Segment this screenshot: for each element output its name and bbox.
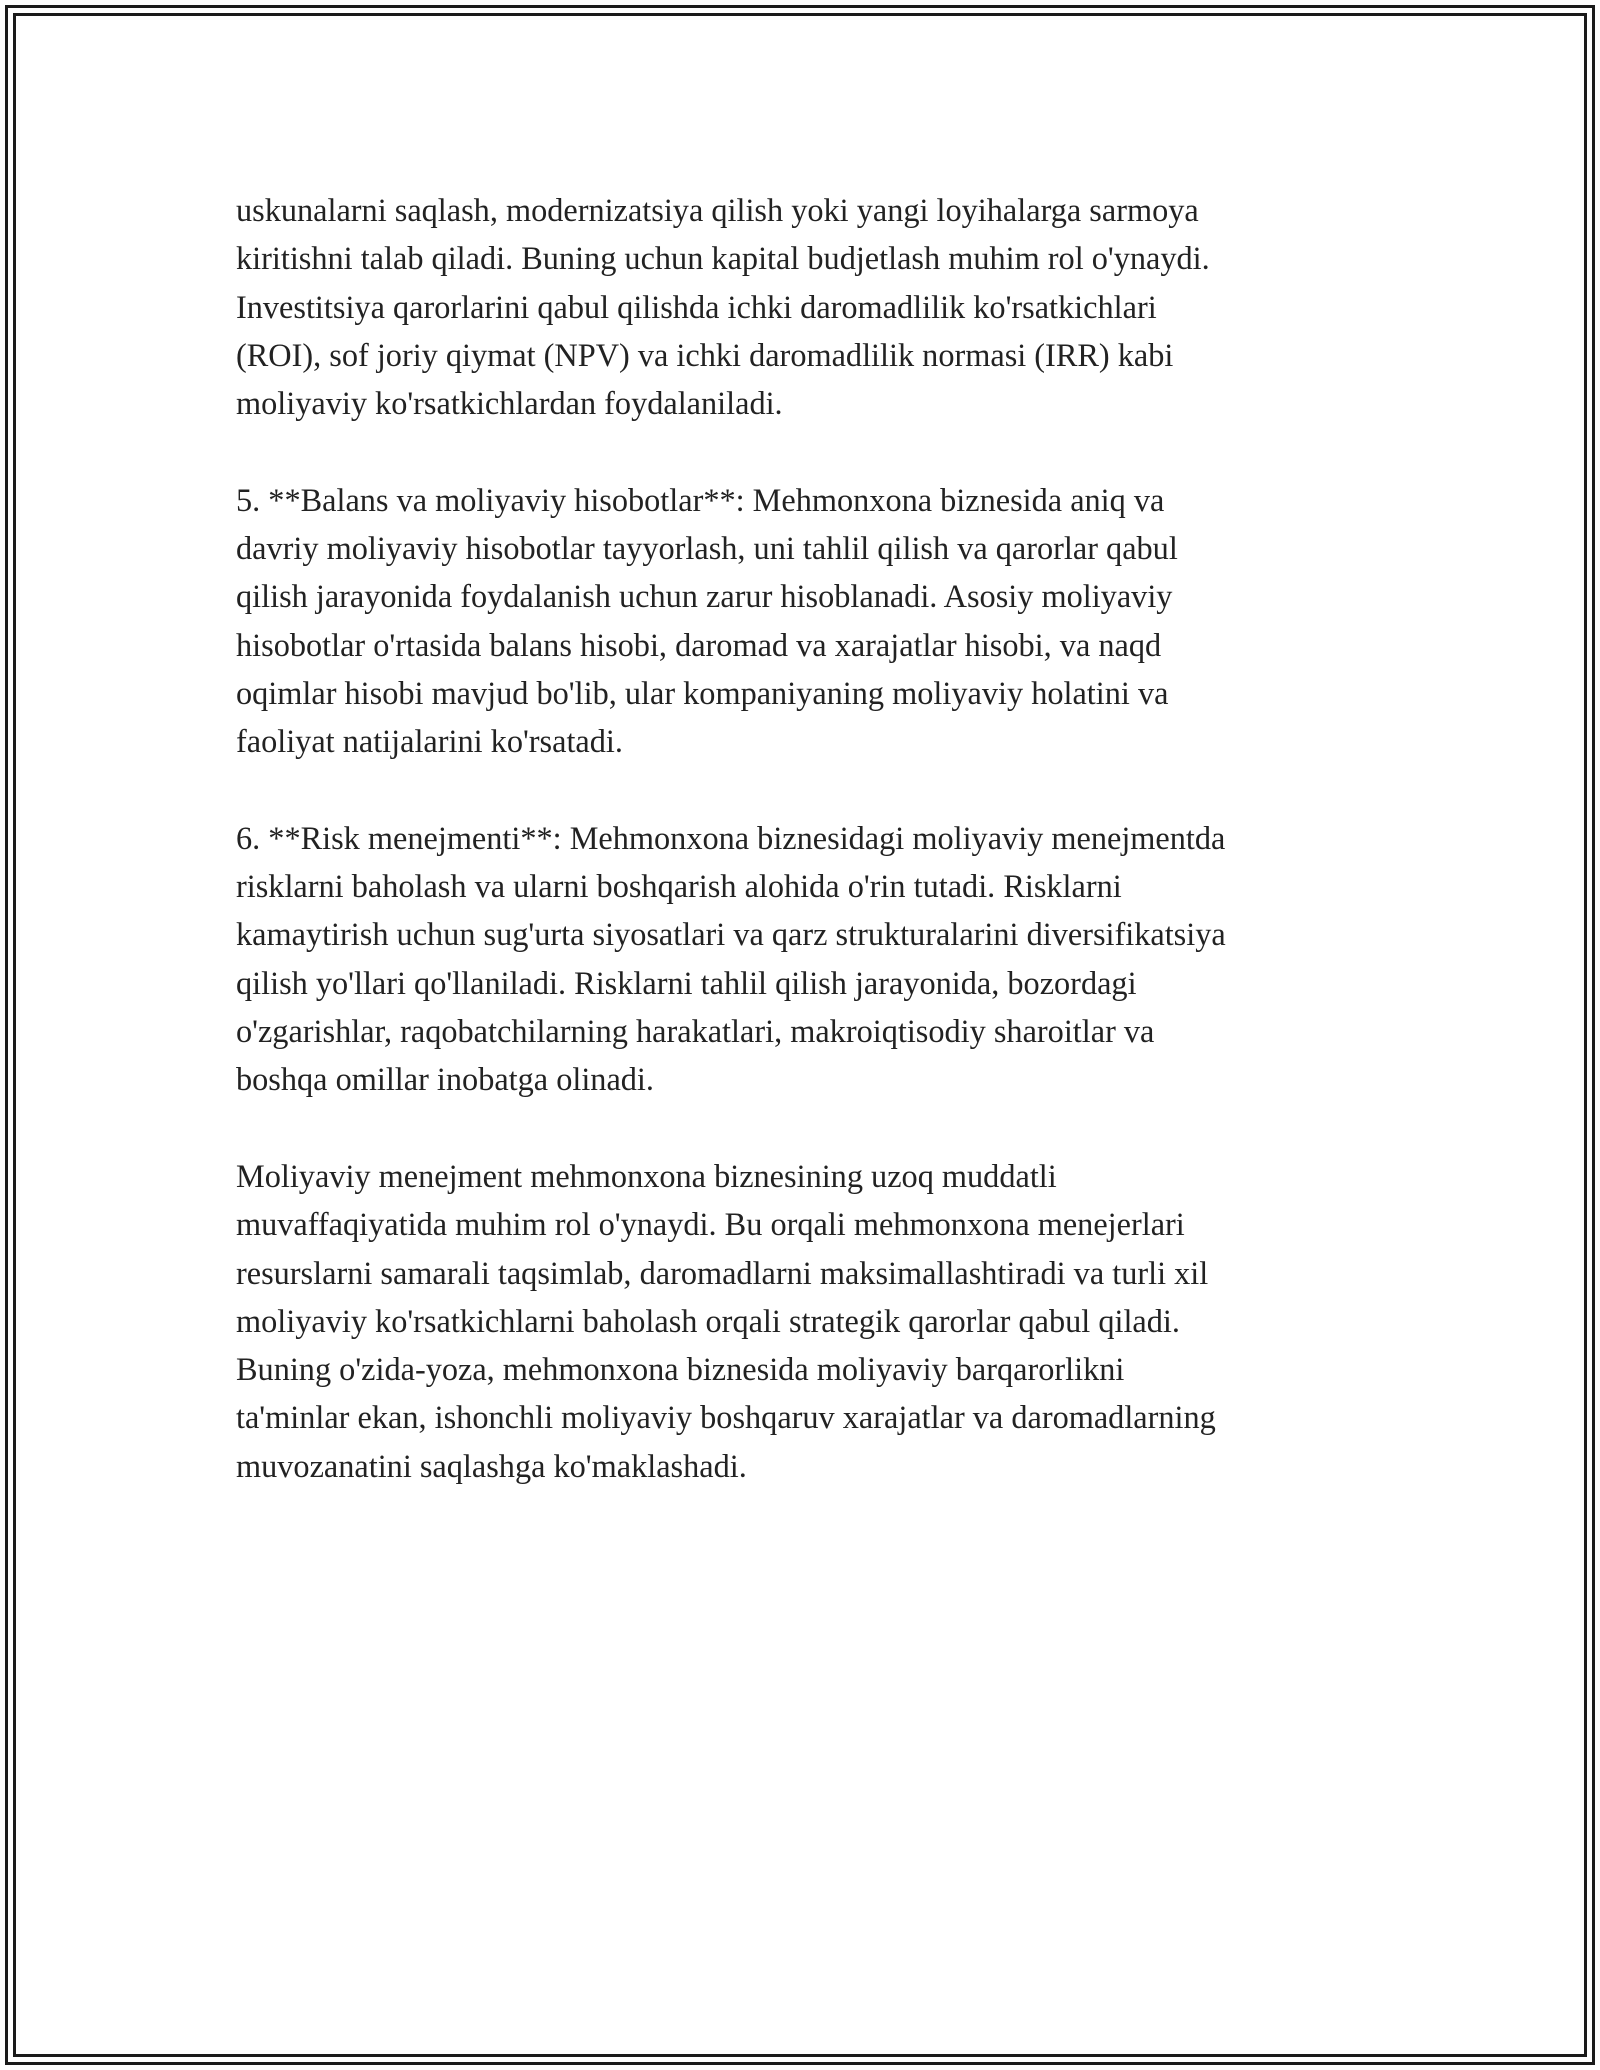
text-line: hisobotlar o'rtasida balans hisobi, daromad va xarajatlar hisobi, va naqd <box>236 626 1162 663</box>
text-line: moliyaviy ko'rsatkichlarni baholash orqali strategik qarorlar qabul qiladi. <box>236 1302 1180 1339</box>
text-line: kamaytirish uchun sug'urta siyosatlari va qarz strukturalarini diversifikatsiya <box>236 916 1226 953</box>
text-line: boshqa omillar inobatga olinadi. <box>236 1061 654 1098</box>
paragraph-conclusion <box>236 1152 1396 1490</box>
text-line: davriy moliyaviy hisobotlar tayyorlash, uni tahlil qilish va qarorlar qabul <box>236 530 1178 567</box>
paragraph-capital-budgeting <box>236 186 1396 427</box>
text-line: moliyaviy ko'rsatkichlardan foydalaniladi. <box>236 385 783 422</box>
text-line: ta'minlar ekan, ishonchli moliyaviy boshqaruv xarajatlar va daromadlarning <box>236 1399 1216 1436</box>
text-line: qilish jarayonida foydalanish uchun zarur hisoblanadi. Asosiy moliyaviy <box>236 578 1173 615</box>
text-line: oqimlar hisobi mavjud bo'lib, ular kompaniyaning moliyaviy holatini va <box>236 674 1169 711</box>
text-line: 6. **Risk menejmenti**: Mehmonxona biznesidagi moliyaviy menejmentda <box>236 819 1226 856</box>
text-line: muvozanatini saqlashga ko'maklashadi. <box>236 1447 747 1484</box>
text-line: muvaffaqiyatida muhim rol o'ynaydi. Bu orqali mehmonxona menejerlari <box>236 1206 1185 1243</box>
text-line: kiritishni talab qiladi. Buning uchun kapital budjetlash muhim rol o'ynaydi. <box>236 240 1210 277</box>
text-line: Moliyaviy menejment mehmonxona biznesining uzoq muddatli <box>236 1157 1057 1194</box>
text-line: risklarni baholash va ularni boshqarish alohida o'rin tutadi. Risklarni <box>236 868 1122 905</box>
document-body <box>236 186 1396 1538</box>
paragraph-financial-reports <box>236 476 1396 766</box>
text-line: 5. **Balans va moliyaviy hisobotlar**: Mehmonxona biznesida aniq va <box>236 481 1165 518</box>
text-line: (ROI), sof joriy qiymat (NPV) va ichki daromadlilik normasi (IRR) kabi <box>236 336 1174 373</box>
text-line: uskunalarni saqlash, modernizatsiya qilish yoki yangi loyihalarga sarmoya <box>236 192 1199 228</box>
text-line: resurslarni samarali taqsimlab, daromadlarni maksimallashtiradi va turli xil <box>236 1254 1209 1291</box>
paragraph-risk-management <box>236 814 1396 1104</box>
text-line: Buning o'zida-yoza, mehmonxona biznesida moliyaviy barqarorlikni <box>236 1351 1125 1388</box>
text-line: faoliyat natijalarini ko'rsatadi. <box>236 723 623 760</box>
text-line: Investitsiya qarorlarini qabul qilishda ichki daromadlilik ko'rsatkichlari <box>236 288 1157 325</box>
text-line: o'zgarishlar, raqobatchilarning harakatlari, makroiqtisodiy sharoitlar va <box>236 1013 1155 1050</box>
text-line: qilish yo'llari qo'llaniladi. Risklarni tahlil qilish jarayonida, bozordagi <box>236 964 1137 1001</box>
